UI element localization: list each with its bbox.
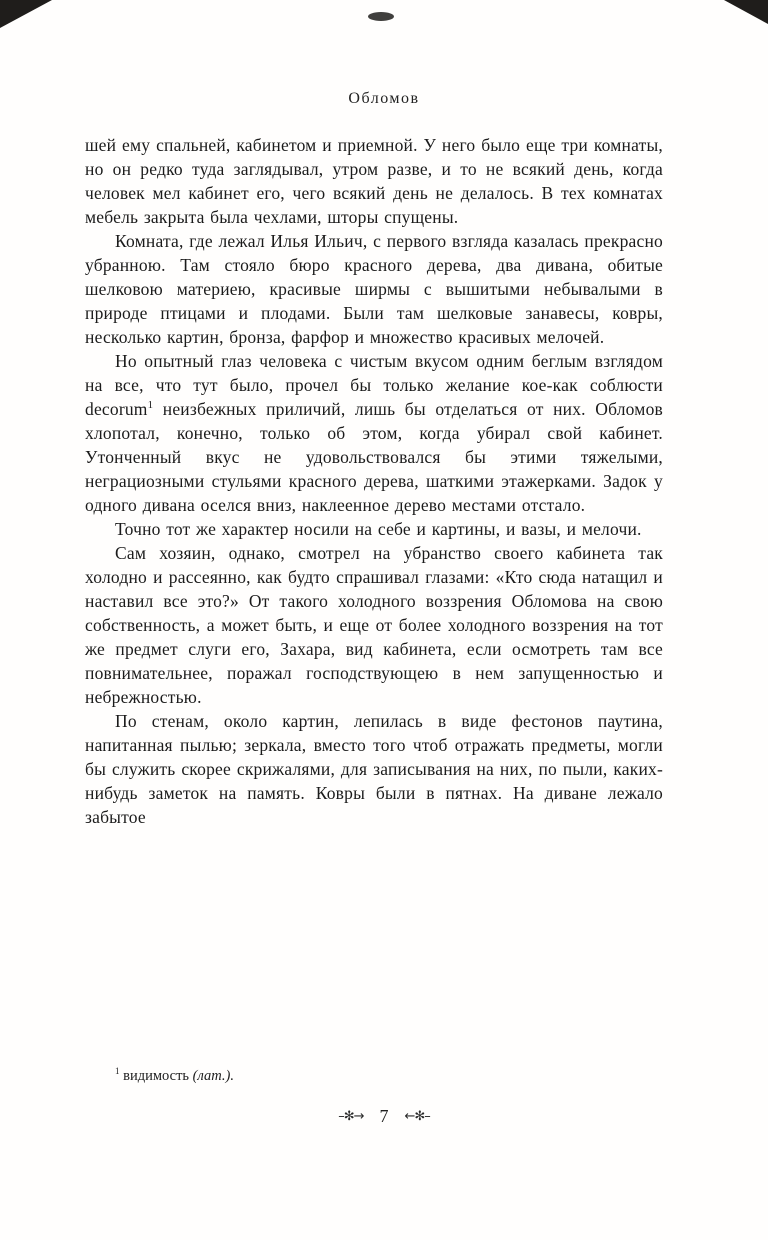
- paragraph-4: Точно тот же характер носили на себе и картины, и вазы, и мелочи.: [115, 519, 642, 539]
- paragraph-5: Сам хозяин, однако, смотрел на убранство своего кабинета так холодно и рассеянно, как будто спрашивал глазами: «Кто сюда натащил и наставил все это?» От такого холодного воззрения Обломова на свою собственность, а может быть, и еще от более холодного воззрения на тот же предмет слуги его, Захара, вид кабинета, если осмотреть там все повнимательнее, поражал господствующею в нем запущенностью и небрежностью.: [85, 543, 663, 707]
- running-head: Обломов: [348, 90, 420, 107]
- paragraph-2: Комната, где лежал Илья Ильич, с первого взгляда казалась прекрасно убранною. Там стояло бюро красного дерева, два дивана, обитые шелковою материею, красивые ширмы с вышитыми небывалыми в природе птицами и плодами. Были там шелковые занавесы, ковры, несколько картин, бронза, фарфор и множество красивых мелочей.: [85, 231, 663, 347]
- footnote-marker: 1: [115, 1066, 120, 1077]
- ornament-left-icon: –✻→: [338, 1109, 364, 1124]
- paragraph-3-text-cont: неизбежных приличий, лишь бы отделаться от них. Обломов хлопотал, конечно, только об этом, когда убирал свой кабинет. Утонченный вкус не удовольствовался бы этими тяжелыми, неграциозными стульями красного дерева, шаткими этажерками. Задок у одного дивана оселся вниз, наклеенное дерево местами отстало.: [85, 399, 663, 515]
- scan-artifact-top-right-icon: [724, 0, 768, 24]
- footnote: [85, 1066, 663, 1086]
- paragraph-3-text: Но опытный глаз человека с чистым вкусом одним беглым взглядом на все, что тут было, прочел бы только желание кое-как соблюсти decorum: [85, 351, 663, 419]
- paragraph-6: По стенам, около картин, лепилась в виде фестонов паутина, напитанная пылью; зеркала, вместо того чтоб отражать предметы, могли бы служить скорее скрижалями, для записывания на них, по пыли, каких-нибудь заметок на память. Ковры были в пятнах. На диване лежало забытое: [85, 711, 663, 827]
- page-number: 7: [379, 1106, 389, 1126]
- footnote-reference: 1: [147, 399, 154, 412]
- paragraph-3: [85, 349, 663, 517]
- footnote-language-note: (лат.).: [192, 1068, 234, 1084]
- footnote-text: видимость: [123, 1068, 190, 1084]
- scan-artifact-top-left-icon: [0, 0, 52, 28]
- body-text: [85, 133, 663, 829]
- paragraph-1: шей ему спальней, кабинетом и приемной. У него было еще три комнаты, но он редко туда заглядывал, утром разве, и то не всякий день, когда человек мел кабинет его, чего всякий день не делалось. В тех комнатах мебель закрыта была чехлами, шторы спущены.: [85, 135, 663, 227]
- ornament-right-icon: ←✻–: [404, 1109, 430, 1124]
- page-footer: [0, 1106, 768, 1127]
- scan-artifact-top-center-icon: [368, 12, 394, 21]
